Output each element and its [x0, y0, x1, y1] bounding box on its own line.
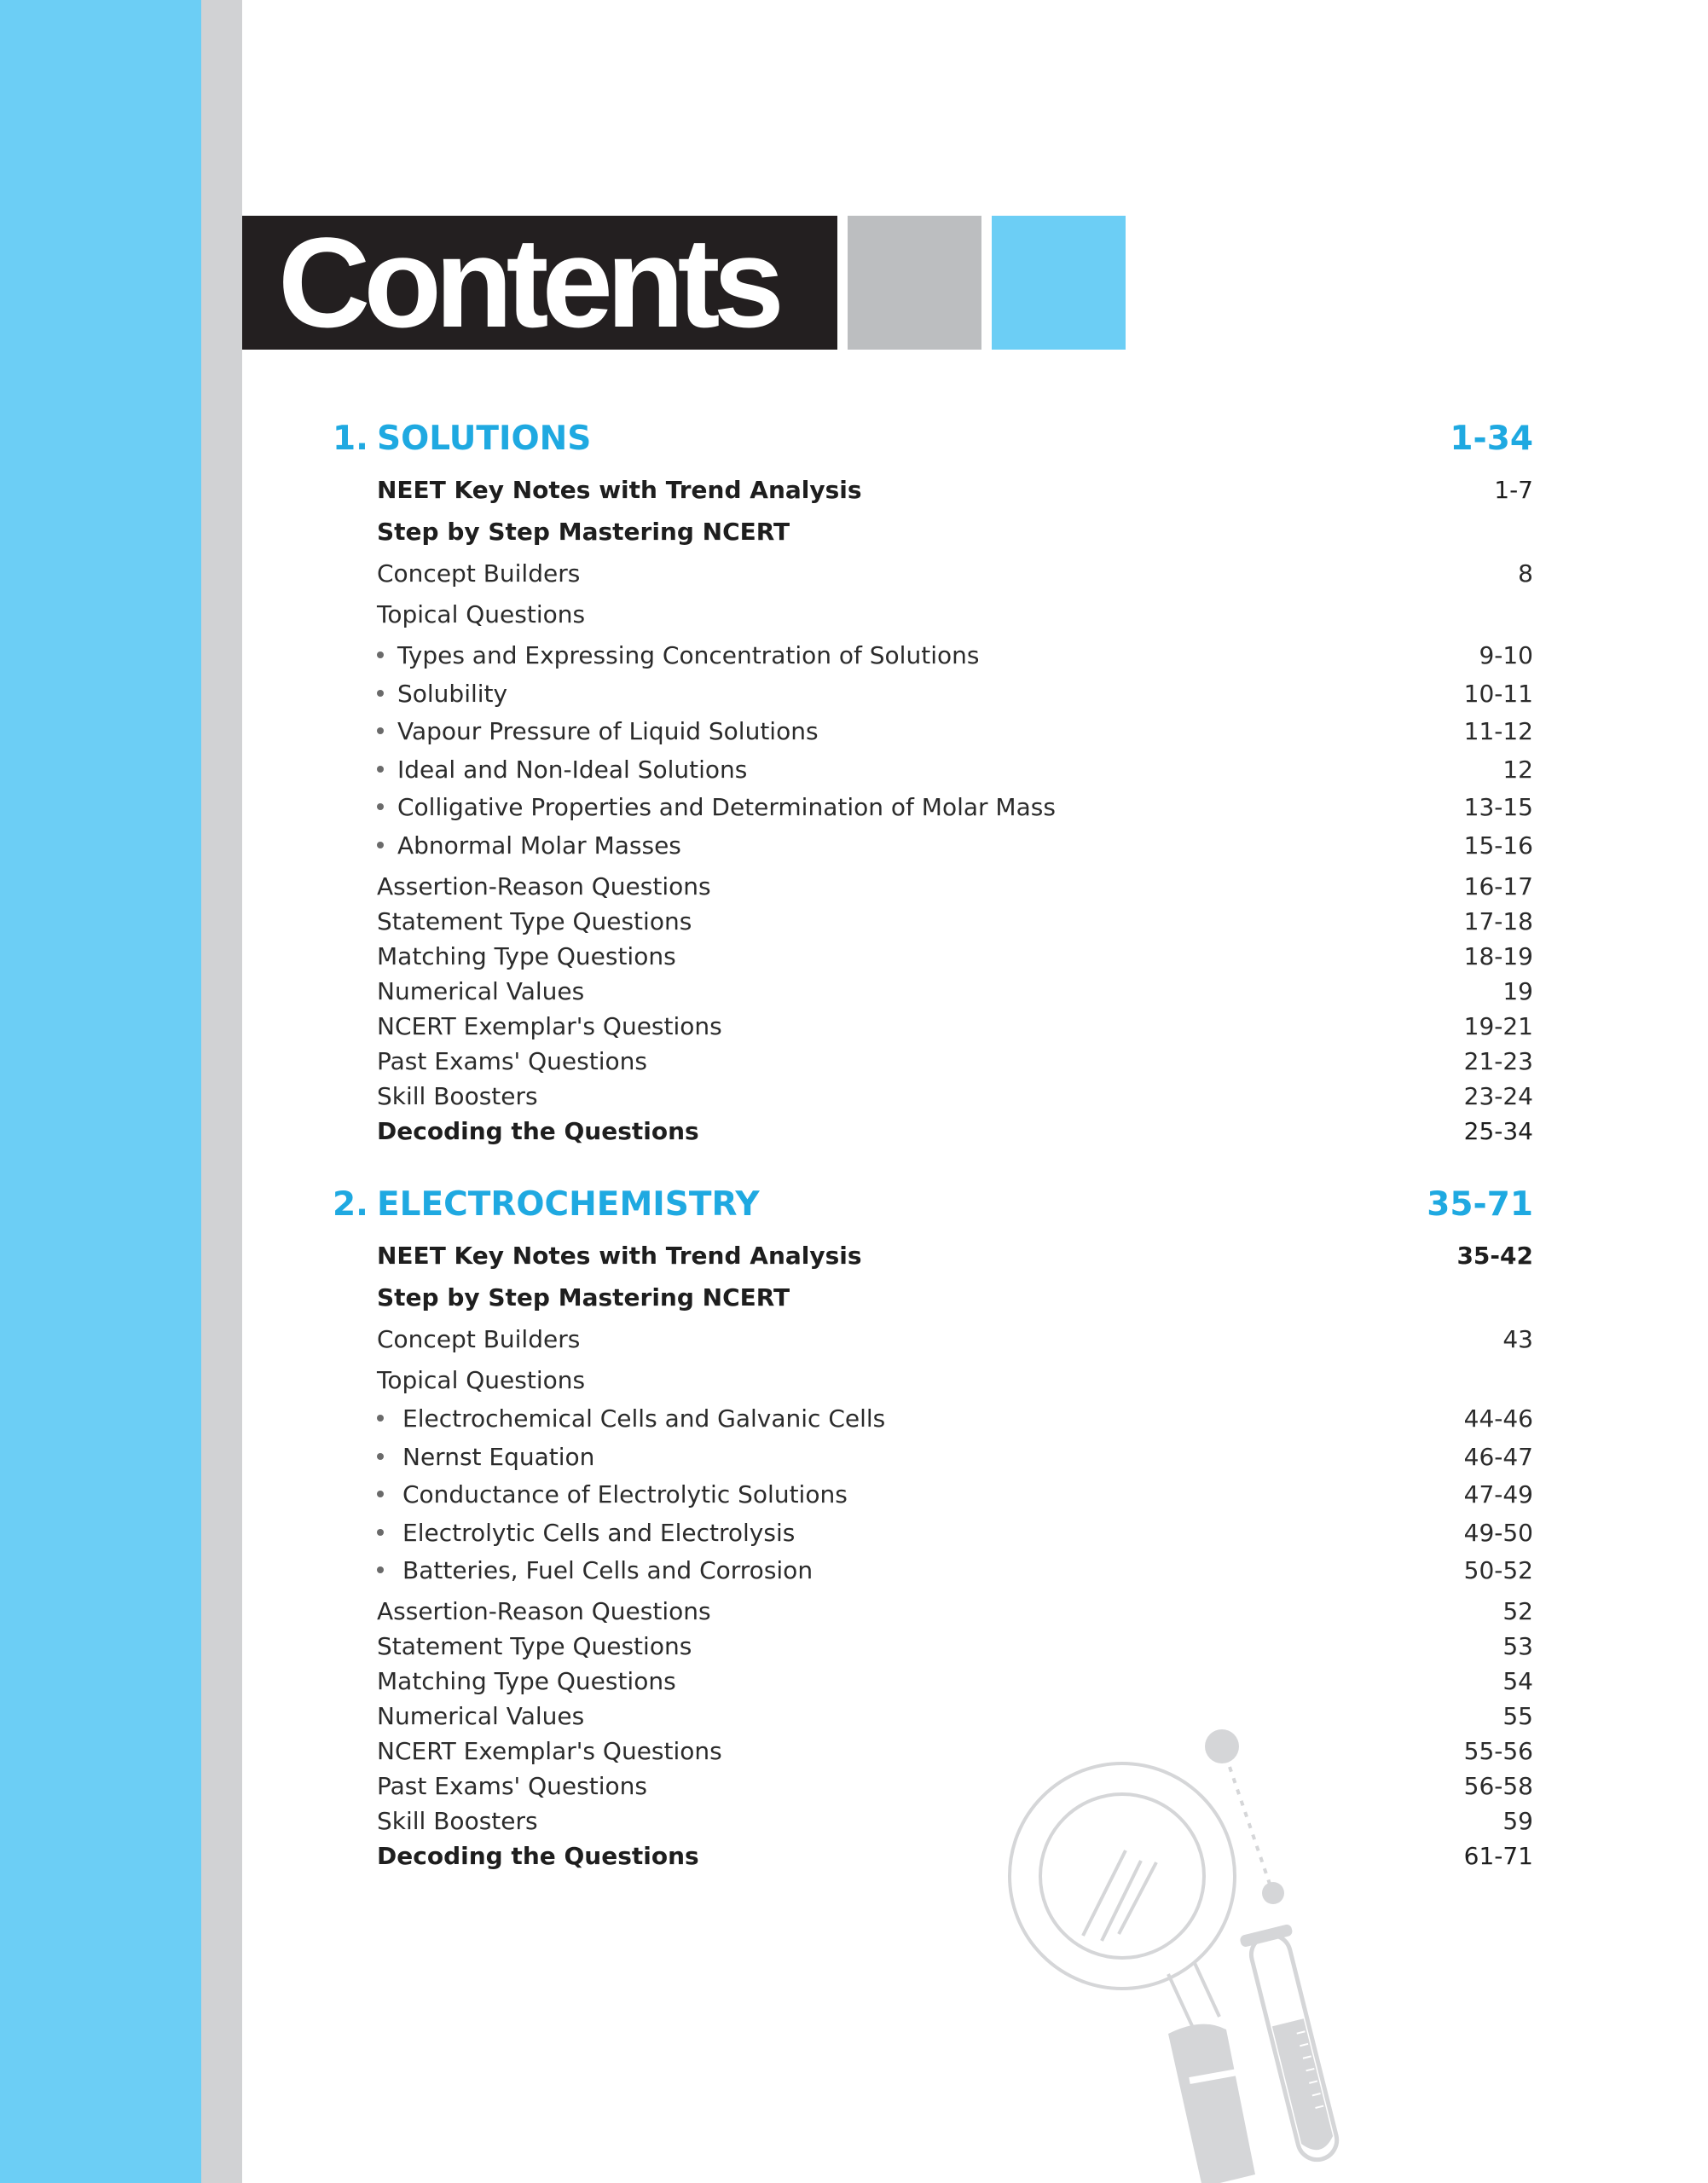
bullet-icon [377, 803, 384, 810]
chapter-title: SOLUTIONS [377, 420, 592, 458]
bullet-icon [377, 1415, 384, 1422]
title-square-blue [992, 216, 1126, 350]
chapter-title: ELECTROCHEMISTRY [377, 1185, 760, 1224]
chapter-number: 2. [333, 1185, 368, 1224]
bullet-icon [377, 690, 384, 697]
bullet-icon [377, 727, 384, 734]
chapter-heading[interactable] [333, 420, 1533, 471]
chapter-1: 1. SOLUTIONS 1-34 NEET Key Notes with Trend Analysis 1-7 Step by Step Mastering NCERT Concept Builders 8 Topical Questions Types and Expressing Concentration of Solutions 9-10 Solubility 10-11 Vapour Pressure of Liquid Solutions 11-12 Ideal and Non-Ideal Solutions 12 Colligative Properties and Determination of Molar Mass 13-15 Abnormal Molar Masses 15-16 Assertion-Reason Questions 16-17 Statement Type Questions 17-18 Matching Type Questions 18-19 Numerical Values 19 NCERT Exemplar's Questions 19-21 Past Exams' Questions 21-23 Skill Boosters 23-24 Decoding the Questions 25-34 [333, 420, 1533, 1145]
bullet-icon [377, 842, 384, 848]
sidebar-gray-stripe [201, 0, 242, 2183]
title-square-gray [848, 216, 981, 350]
page-title: Contents [278, 211, 778, 354]
chapter-number: 1. [333, 420, 368, 458]
chapter-2: 2. ELECTROCHEMISTRY 35-71 NEET Key Notes with Trend Analysis 35-42 Step by Step Mastering NCERT Concept Builders 43 Topical Questions Electrochemical Cells and Galvanic Cells 44-46 Nernst Equation 46-47 Conductance of Electrolytic Solutions 47-49 Electrolytic Cells and Electrolysis 49-50 Batteries, Fuel Cells and Corrosion 50-52 Assertion-Reason Questions 52 Statement Type Questions 53 Matching Type Questions 54 Numerical Values 55 NCERT Exemplar's Questions 55-56 Past Exams' Questions 56-58 Skill Boosters 59 Decoding the Questions 61-71 [333, 1185, 1533, 1870]
bullet-icon [377, 1566, 384, 1573]
magnifying-glass-and-test-tube-icon [998, 1723, 1390, 2183]
chapter-heading[interactable] [333, 1185, 1533, 1236]
bullet-icon [377, 766, 384, 773]
chapter-pages: 1-34 [1450, 420, 1533, 458]
sidebar-blue-stripe [0, 0, 201, 2183]
bullet-icon [377, 1529, 384, 1536]
bullet-icon [377, 651, 384, 658]
bullet-icon [377, 1491, 384, 1497]
chapter-pages: 35-71 [1427, 1185, 1533, 1224]
bullet-icon [377, 1453, 384, 1460]
